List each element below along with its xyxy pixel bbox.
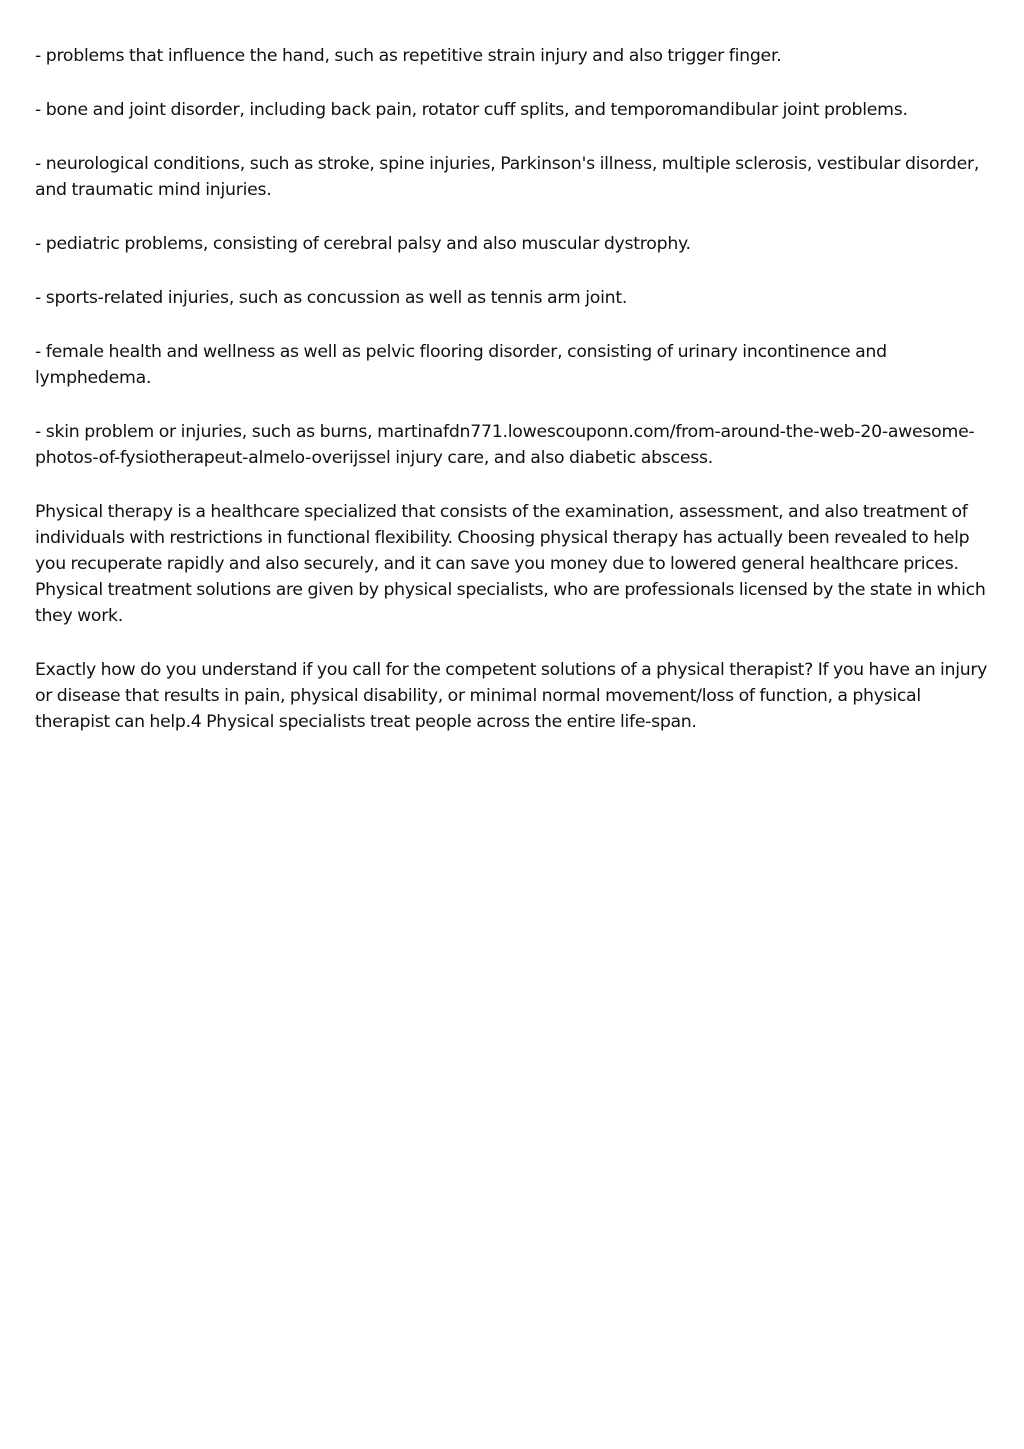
paragraph-when-to-see-therapist: Exactly how do you understand if you call for the competent solutions of a physical therapist? If you have an injury or disease that results in pain, physical disability, or minimal normal movement/loss of function, a physical therapist can help.4 Physical specialists treat people across the entire life-span.: [35, 660, 988, 732]
bullet-pediatric-problems: - pediatric problems, consisting of cerebral palsy and also muscular dystrophy.: [35, 234, 691, 254]
bullet-female-health: - female health and wellness as well as pelvic flooring disorder, consisting of urinary incontinence and lymphedema.: [35, 342, 887, 388]
bullet-skin-problems: - skin problem or injuries, such as burns, martinafdn771.lowescouponn.com/from-around-the-web-20-awesome-photos-of-fysiotherapeut-almelo-overijssel injury care, and also diabetic abscess.: [35, 422, 975, 468]
document-body: [35, 43, 995, 763]
paragraph-physical-therapy-overview: Physical therapy is a healthcare specialized that consists of the examination, assessment, and also treatment of individuals with restrictions in functional flexibility. Choosing physical therapy has actually been revealed to help you recuperate rapidly and also securely, and it can save you money due to lowered general healthcare prices. Physical treatment solutions are given by physical specialists, who are professionals licensed by the state in which they work.: [35, 502, 986, 626]
bullet-sports-injuries: - sports-related injuries, such as concussion as well as tennis arm joint.: [35, 288, 628, 308]
bullet-neurological-conditions: - neurological conditions, such as stroke, spine injuries, Parkinson's illness, multiple sclerosis, vestibular disorder, and traumatic mind injuries.: [35, 154, 980, 200]
bullet-hand-problems: - problems that influence the hand, such as repetitive strain injury and also trigger finger.: [35, 46, 782, 66]
bullet-bone-joint-disorder: - bone and joint disorder, including back pain, rotator cuff splits, and temporomandibular joint problems.: [35, 100, 908, 120]
